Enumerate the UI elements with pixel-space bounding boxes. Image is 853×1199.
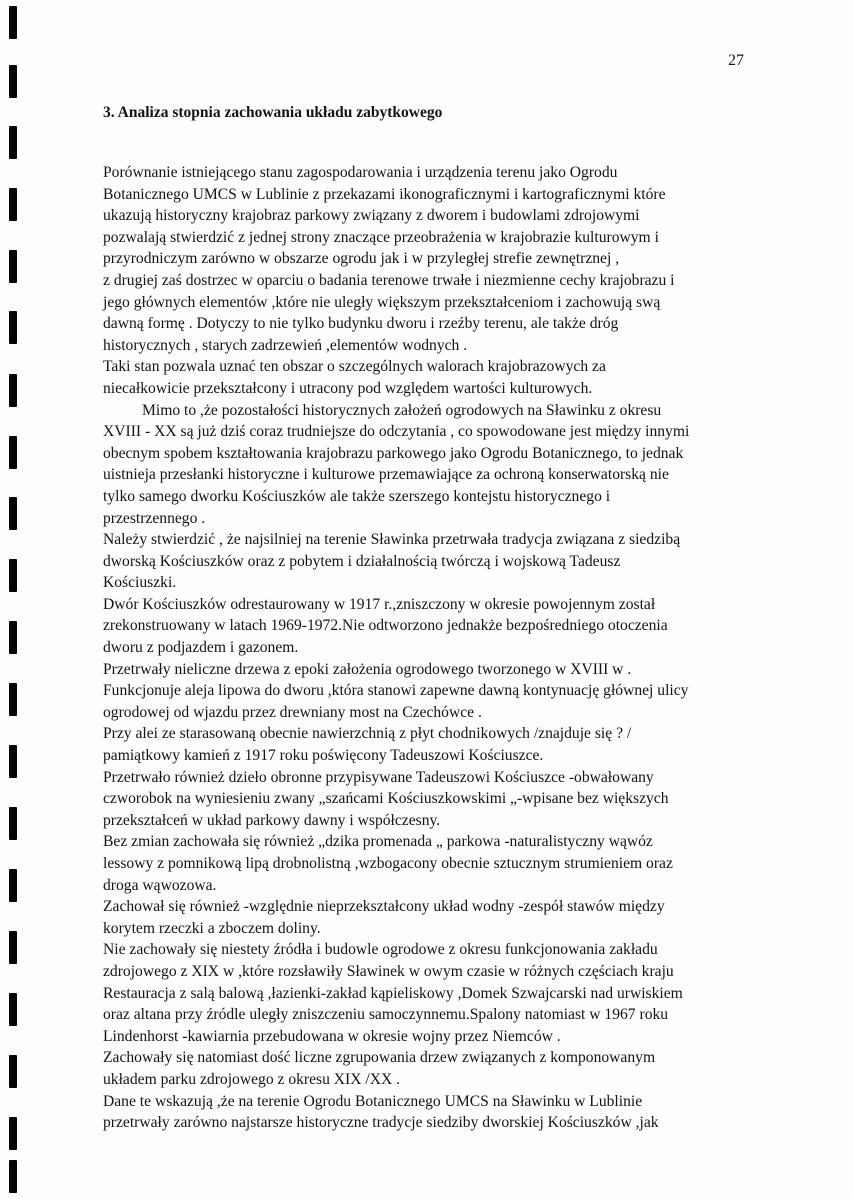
- text-line: Należy stwierdzić , że najsilniej na terenie Sławinka przetrwała tradycja związana z siedzibą: [103, 531, 681, 549]
- binder-hole: [9, 311, 17, 344]
- text-line: pozwalają stwierdzić z jednej strony znaczące przeobrażenia w krajobrazie kulturowym i: [103, 228, 659, 246]
- text-line: Mimo to ,że pozostałości historycznych założeń ogrodowych na Sławinku z okresu: [142, 401, 662, 419]
- section-heading: 3. Analiza stopnia zachowania układu zabytkowego: [103, 104, 443, 121]
- text-line: lessowy z pomnikową lipą drobnolistną ,wzbogacony obecnie sztucznym strumieniem oraz: [103, 855, 673, 872]
- text-line: Dane te wskazują ,że na terenie Ogrodu Botanicznego UMCS na Sławinku w Lublinie: [103, 1092, 643, 1110]
- text-line: dworu z podjazdem i gazonem.: [103, 639, 299, 657]
- text-line: korytem rzeczki a zboczem doliny.: [103, 919, 321, 937]
- text-line: ukazują historyczny krajobraz parkowy związany z dworem i budowlami zdrojowymi: [103, 207, 640, 225]
- binder-hole: [9, 6, 17, 39]
- text-line: czworobok na wyniesieniu zwany „szańcami Kościuszkowskimi „-wpisane bez większych: [103, 790, 669, 808]
- text-line: przetrwały zarówno najstarsze historyczne tradycje siedziby dworskiej Kościuszków ,jak: [103, 1114, 659, 1132]
- text-line: przestrzennego .: [103, 509, 206, 527]
- text-line: dawną formę . Dotyczy to nie tylko budynku dworu i rzeźby terenu, ale także dróg: [103, 315, 619, 333]
- text-line: zdrojowego z XIX w ,które rozsławiły Sławinek w owym czasie w różnych częściach kraju: [103, 962, 674, 980]
- binder-hole: [9, 931, 17, 964]
- binder-hole: [9, 559, 17, 592]
- binder-holes: [0, 0, 40, 1199]
- body-text: [103, 162, 848, 1134]
- binder-hole: [9, 993, 17, 1026]
- binder-hole: [9, 65, 17, 98]
- text-line: droga wąwozowa.: [103, 876, 217, 894]
- text-line: Botanicznego UMCS w Lublinie z przekazami ikonograficznymi i kartograficznymi które: [103, 185, 666, 203]
- text-line: Bez zmian zachowała się również „dzika promenada „ parkowa -naturalistyczny wąwóz: [103, 833, 653, 851]
- text-line: Zachował się również -względnie nieprzekształcony układ wodny -zespół stawów między: [103, 898, 665, 916]
- binder-hole: [9, 1117, 17, 1150]
- text-line: Kościuszki.: [103, 574, 177, 592]
- text-line: Lindenhorst -kawiarnia przebudowana w okresie wojny przez Niemców .: [103, 1027, 561, 1045]
- text-line: Nie zachowały się niestety źródła i budowle ogrodowe z okresu funkcjonowania zakładu: [103, 941, 658, 959]
- text-line: Porównanie istniejącego stanu zagospodarowania i urządzenia terenu jako Ogrodu: [103, 164, 618, 181]
- text-line: historycznych , starych zadrzewień ,elementów wodnych .: [103, 336, 468, 354]
- text-line: przyrodniczym zarówno w obszarze ogrodu jak i w przyległej strefie zewnętrznej ,: [103, 250, 620, 268]
- binder-hole: [9, 621, 17, 654]
- text-line: zrekonstruowany w latach 1969-1972.Nie odtworzono jednakże bezpośredniego otoczenia: [103, 617, 668, 635]
- binder-hole: [9, 1055, 17, 1088]
- binder-hole: [9, 250, 17, 283]
- page-number: 27: [728, 52, 744, 69]
- text-line: tylko samego dworku Kościuszków ale także szerszego kontejstu historycznego i: [103, 487, 611, 505]
- text-line: układem parku zdrojowego z okresu XIX /XX .: [103, 1070, 401, 1088]
- binder-hole: [9, 869, 17, 902]
- text-line: Przetrwało również dzieło obronne przypisywane Tadeuszowi Kościuszce -obwałowany: [103, 768, 654, 786]
- text-line: Przy alei ze starasowaną obecnie nawierzchnią z płyt chodnikowych /znajduje się ? /: [103, 725, 632, 743]
- binder-hole: [9, 683, 17, 716]
- text-line: uistnieja przesłanki historyczne i kulturowe przemawiające za ochroną konserwatorską nie: [103, 466, 669, 484]
- text-line: Zachowały się natomiast dość liczne zgrupowania drzew związanych z komponowanym: [103, 1049, 656, 1067]
- binder-hole: [9, 1160, 17, 1193]
- text-line: Taki stan pozwala uznać ten obszar o szczególnych walorach krajobrazowych za: [103, 358, 606, 376]
- text-line: dworską Kościuszków oraz z pobytem i działalnością twórczą i wojskową Tadeusz: [103, 552, 621, 570]
- text-line: z drugiej zaś dostrzec w oparciu o badania terenowe trwałe i niezmienne cechy krajobrazu i: [103, 271, 675, 289]
- text-line: jego głównych elementów ,które nie uległy większym przekształceniom i zachowują swą: [103, 293, 661, 311]
- text-line: Przetrwały nieliczne drzewa z epoki założenia ogrodowego tworzonego w XVIII w .: [103, 660, 632, 678]
- binder-hole: [9, 497, 17, 530]
- text-line: obecnym spobem kształtowania krajobrazu parkowego jako Ogrodu Botanicznego, to jednak: [103, 444, 684, 462]
- binder-hole: [9, 126, 17, 159]
- binder-hole: [9, 374, 17, 407]
- text-line: oraz altana przy źródle uległy zniszczeniu samoczynnemu.Spalony natomiast w 1967 roku: [103, 1006, 669, 1024]
- text-line: Funkcjonuje aleja lipowa do dworu ,która stanowi zapewne dawną kontynuację głównej ulicy: [103, 682, 689, 700]
- text-line: Restauracja z salą balową ,łazienki-zakład kąpieliskowy ,Domek Szwajcarski nad urwiskiem: [103, 984, 683, 1002]
- binder-hole: [9, 745, 17, 778]
- text-line: pamiątkowy kamień z 1917 roku poświęcony Tadeuszowi Kościuszce.: [103, 747, 544, 765]
- binder-hole: [9, 436, 17, 469]
- text-line: XVIII - XX są już dziś coraz trudniejsze do odczytania , co spowodowane jest między innymi: [103, 423, 690, 441]
- text-line: ogrodowej od wjazdu przez drewniany most na Czechówce .: [103, 703, 482, 721]
- text-line: przekształceń w układ parkowy dawny i współczesny.: [103, 811, 441, 829]
- text-line: niecałkowicie przekształcony i utracony pod względem wartości kulturowych.: [103, 379, 593, 397]
- binder-hole: [9, 188, 17, 221]
- text-line: Dwór Kościuszków odrestaurowany w 1917 r.,zniszczony w okresie powojennym został: [103, 595, 656, 613]
- binder-hole: [9, 807, 17, 840]
